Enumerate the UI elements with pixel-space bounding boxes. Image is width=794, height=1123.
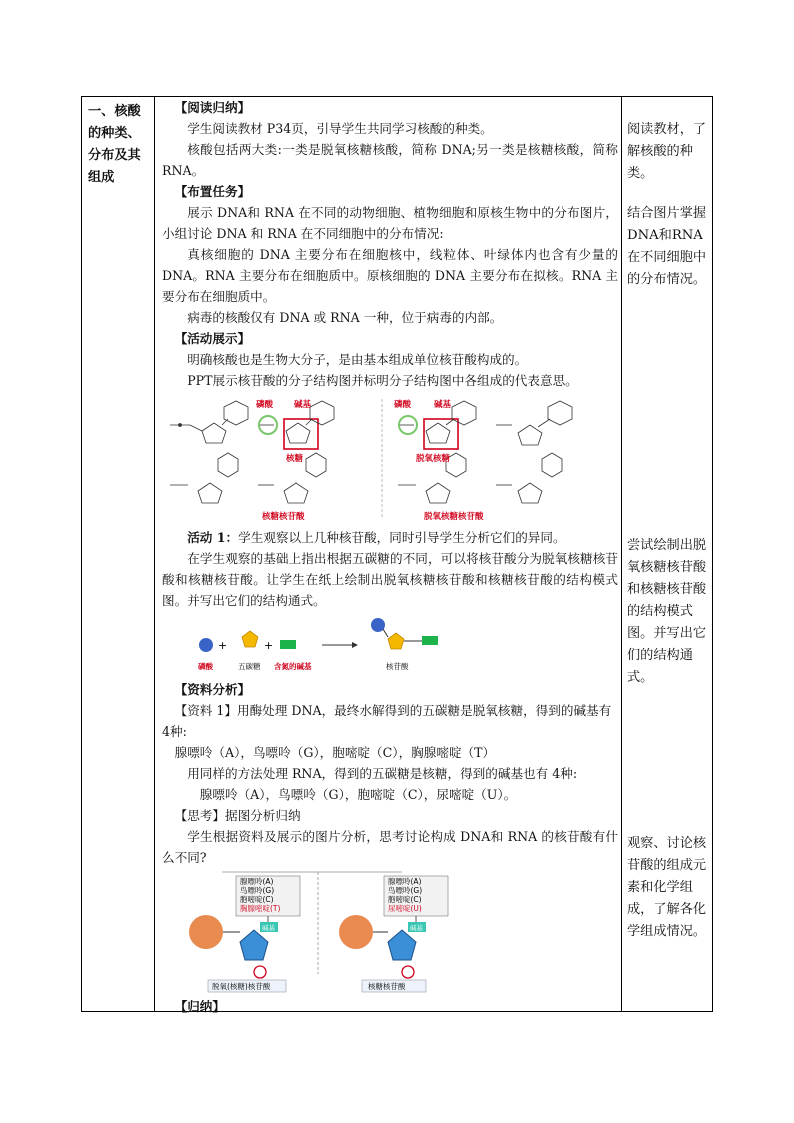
paragraph: 在学生观察的基础上指出根据五碳糖的不同，可以将核苷酸分为脱氧核糖核苷酸和核糖核苷酸。让学生在纸上绘制出脱氧核糖核苷酸和核糖核苷酸的结构模式图。并写出它们的结构通式。 (162, 551, 618, 608)
paragraph: 核酸包括两大类:一类是脱氧核糖核酸，简称 DNA;另一类是核糖核酸，简称 RNA。 (162, 142, 618, 178)
base-rect (280, 640, 296, 649)
label-nucleotide: 核苷酸 (386, 662, 409, 671)
deoxyribonucleotide-d (496, 453, 562, 503)
paragraph: 明确核酸也是生物大分子，是由基本组成单位核苷酸构成的。 (187, 352, 528, 367)
pentose-right (388, 930, 416, 960)
base-item: 鸟嘌呤(G) (388, 886, 423, 895)
caption-deoxy: 脱氧(核糖)核苷酸 (212, 982, 271, 991)
label-deoxyribose: 脱氧核糖 (416, 454, 451, 464)
heading-task: 【布置任务】 (174, 184, 251, 199)
heading-data: 【资料分析】 (174, 682, 251, 697)
paragraph: 用同样的方法处理 RNA，得到的五碳糖是核糖，得到的碱基也有 4种: (187, 766, 578, 781)
ribonucleotide-c (170, 453, 238, 503)
label-base-right: 碱基 (434, 400, 452, 410)
heading-summary: 【归纳】 (174, 999, 225, 1014)
column-divider (621, 97, 622, 1011)
activity-text: 学生观察以上几种核苷酸，同时引导学生分析它们的异同。 (238, 530, 566, 545)
label-base-left: 碱基 (294, 400, 312, 410)
base-item: 腺嘌呤(A) (240, 877, 274, 886)
heading-read: 【阅读归纳】 (174, 100, 251, 115)
note-3: 尝试绘制出脱氧核糖核苷酸和核糖核苷酸的结构模式图。并写出它们的结构通式。 (627, 538, 707, 685)
section-title: 一、核酸的种类、分布及其组成 (88, 104, 141, 185)
activity-paragraph (162, 527, 618, 548)
heading-show: 【活动展示】 (174, 331, 251, 346)
dna-rna-comparison-figure (162, 870, 618, 994)
note-1: 阅读教材，了解核酸的种类。 (627, 122, 707, 181)
model-pentose (388, 633, 404, 649)
pentose-pentagon (242, 631, 258, 647)
phosphate-circle-right (339, 915, 373, 949)
paragraph: 展示 DNA和 RNA 在不同的动物细胞、植物细胞和原核生物中的分布图片，小组讨论 DNA 和 RNA 在不同细胞中的分布情况: (162, 205, 618, 241)
caption-deoxyribonucleotide: 脱氧核糖核苷酸 (424, 512, 484, 522)
activity-label: 活动 1： (187, 530, 239, 545)
caption-ribo: 核糖核苷酸 (368, 982, 406, 991)
note-2: 结合图片掌握DNA和RNA在不同细胞中的分布情况。 (627, 206, 707, 287)
paragraph: 【资料 1】用酶处理 DNA，最终水解得到的五碳糖是脱氧核糖，得到的碱基有 4种: (162, 703, 612, 739)
base-item: 腺嘌呤(A) (388, 877, 422, 886)
label-phosphate: 磷酸 (198, 662, 213, 671)
phosphate-circle-left (189, 915, 223, 949)
paragraph: 腺嘌呤（A），鸟嘌呤（G），胞嘧啶（C），尿嘧啶（U）。 (199, 787, 517, 802)
label-ribose: 核糖 (286, 454, 304, 464)
base-item: 鸟嘌呤(G) (240, 886, 275, 895)
highlight-h (254, 966, 266, 978)
base-item: 胞嘧啶(C) (388, 895, 422, 904)
pentose-left (240, 930, 268, 960)
base-box-label: 碱基 (410, 924, 423, 932)
caption-ribonucleotide: 核糖核苷酸 (262, 512, 305, 522)
paragraph: 真核细胞的 DNA 主要分布在细胞核中，线粒体、叶绿体内也含有少量的 DNA。RNA 主要分布在细胞质中。原核细胞的 DNA 主要分布在拟核。RNA 主要分布在细胞质中。 (162, 247, 618, 304)
nucleotide-structure-figure (162, 393, 618, 525)
highlight-oh (402, 966, 414, 978)
nucleotide-model-figure (162, 613, 618, 677)
teaching-content (162, 97, 618, 1017)
paragraph: 腺嘌呤（A），鸟嘌呤（G），胞嘧啶（C），胸腺嘧啶（T） (174, 745, 496, 760)
column-divider (154, 97, 155, 1011)
label-base: 含氮的碱基 (274, 662, 312, 671)
deoxyribonucleotide-b (496, 401, 572, 445)
paragraph: 学生阅读教材 P34页，引导学生共同学习核酸的种类。 (187, 121, 493, 136)
paragraph: 学生根据资料及展示的图片分析，思考讨论构成 DNA和 RNA 的核苷酸有什么不同? (162, 829, 618, 865)
model-base (422, 636, 438, 645)
plus-sign: + (218, 639, 228, 652)
label-phosphate-left: 磷酸 (256, 400, 274, 410)
note-4: 观察、讨论核苷酸的组成元素和化学组成，了解各化学组成情况。 (627, 836, 707, 939)
label-pentose: 五碳糖 (238, 662, 261, 671)
model-phosphate (371, 618, 385, 632)
ribonucleotide-a (170, 401, 248, 443)
plus-sign: + (264, 639, 274, 652)
base-item: 胞嘧啶(C) (240, 895, 274, 904)
arrow-head (352, 642, 358, 648)
phosphate-circle (199, 638, 213, 652)
base-item-uracil: 尿嘧啶(U) (388, 904, 422, 913)
paragraph: PPT展示核苷酸的分子结构图并标明分子结构图中各组成的代表意思。 (187, 373, 578, 388)
heading-think: 【思考】据图分析归纳 (174, 808, 301, 823)
lesson-plan-table (81, 96, 713, 1012)
base-box-label: 碱基 (262, 924, 275, 932)
model-bond (383, 629, 388, 637)
base-item-thymine: 胸腺嘧啶(T) (240, 904, 281, 913)
paragraph: 病毒的核酸仅有 DNA 或 RNA 一种，位于病毒的内部。 (187, 310, 503, 325)
label-phosphate-right: 磷酸 (394, 400, 412, 410)
